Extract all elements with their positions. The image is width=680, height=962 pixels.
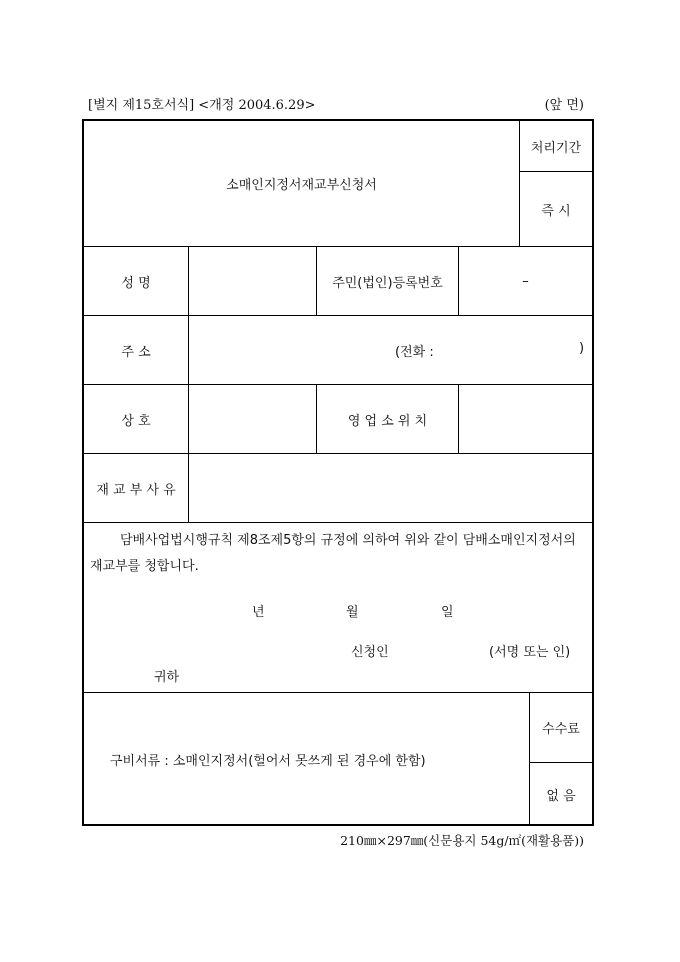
paper-spec: 210㎜×297㎜(신문용지 54g/㎡(재활용품))	[340, 833, 584, 848]
address-field[interactable]	[189, 316, 592, 384]
address-label: 주 소	[121, 344, 151, 360]
application-form	[82, 119, 594, 826]
date-day: 일	[441, 605, 454, 620]
fee-value: 없 음	[546, 789, 576, 804]
office-location-label: 영 업 소 위 치	[347, 413, 428, 429]
office-location-field[interactable]	[459, 385, 592, 453]
processing-period-label: 처리기간	[530, 140, 582, 156]
form-number: [별지 제15호서식] <개정 2004.6.29>	[88, 98, 316, 113]
fee-label: 수수료	[542, 722, 580, 737]
trade-name-field[interactable]	[189, 385, 316, 453]
addressee-label: 귀하	[154, 670, 180, 685]
required-documents: 구비서류 : 소매인지정서(헐어서 못쓰게 된 경우에 한함)	[110, 754, 426, 769]
divider	[84, 522, 592, 523]
reissue-reason-label: 재 교 부 사 유	[96, 482, 176, 498]
applicant-label: 신청인	[351, 645, 389, 660]
registration-number-label: 주민(법인)등록번호	[332, 275, 443, 291]
form-title: 소매인지정서재교부신청서	[226, 178, 377, 193]
statement-body: 담배사업법시행규칙 제8조제5항의 규정에 의하여 위와 같이 담배소매인지정서의 재교부를 청합니다.	[90, 533, 576, 574]
name-field[interactable]	[189, 247, 316, 315]
trade-name-label: 상 호	[121, 413, 151, 429]
page-side-label: (앞 면)	[544, 98, 584, 113]
signature-label: (서명 또는 인)	[489, 645, 571, 660]
name-label: 성 명	[121, 275, 151, 291]
processing-period-value: 즉 시	[541, 203, 571, 219]
date-year: 년	[252, 605, 265, 620]
phone-label: (전화 :	[395, 345, 434, 360]
phone-close: )	[579, 341, 585, 356]
reissue-reason-field[interactable]	[189, 454, 592, 522]
registration-number-field[interactable]: –	[522, 273, 529, 289]
date-month: 월	[346, 605, 359, 620]
